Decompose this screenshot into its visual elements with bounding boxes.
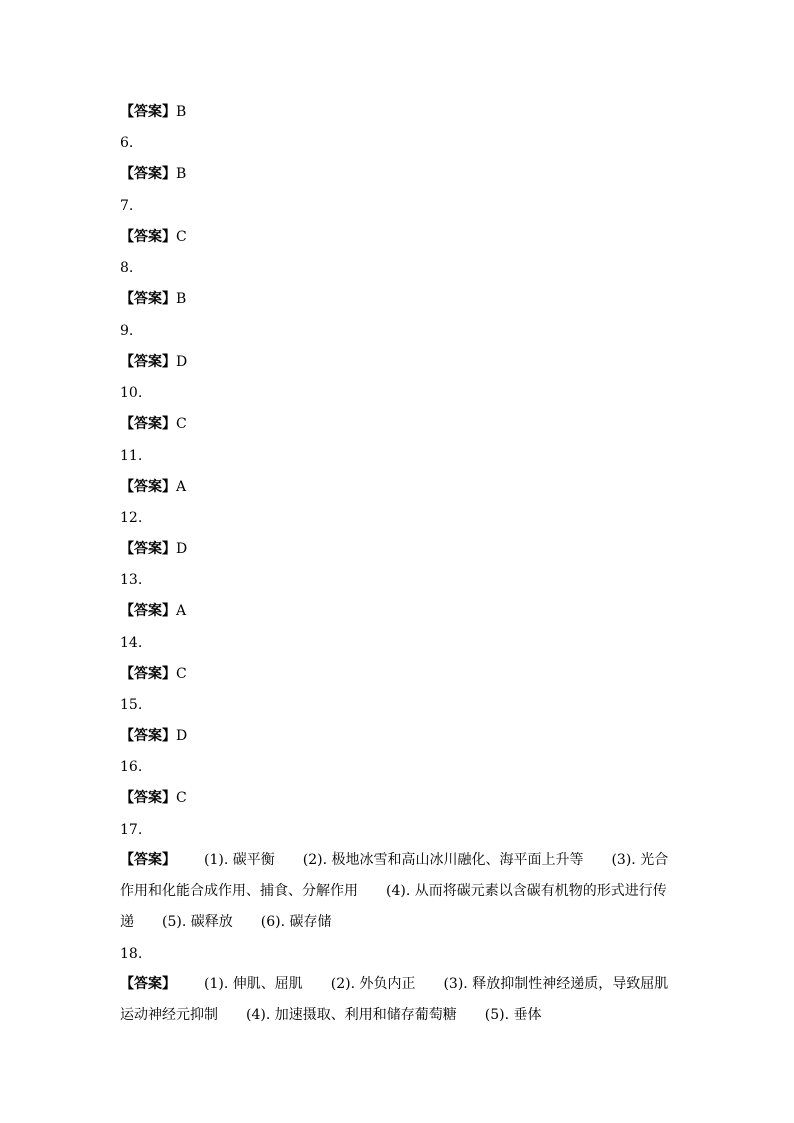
answer-part: (1). 碳平衡 <box>204 852 275 868</box>
question-number-7: 7. <box>120 198 134 214</box>
answer-value: B <box>176 104 187 120</box>
answer-part: (3). 释放抑制性神经递质，导致屈肌运动神经元抑制 <box>120 976 669 1023</box>
question-number-16: 16. <box>120 759 143 775</box>
answer-label: 【答案】 <box>120 976 176 992</box>
answer-label: 【答案】 <box>120 541 176 557</box>
answer-value: C <box>176 416 187 432</box>
answer-part: (5). 碳释放 <box>162 914 233 930</box>
answer-line-8 <box>120 289 186 309</box>
question-number-11: 11. <box>120 448 143 464</box>
answer-label: 【答案】 <box>120 728 176 744</box>
answer-label: 【答案】 <box>120 104 176 120</box>
question-number-18: 18. <box>120 946 143 962</box>
answer-line-14 <box>120 664 187 684</box>
answer-label: 【答案】 <box>120 416 176 432</box>
answer-part: (6). 碳存储 <box>260 914 332 930</box>
answer-line-12 <box>120 539 187 559</box>
answer-part: (3). 光合作用和化能合成作用、捕食、分解作用 <box>120 852 669 899</box>
answer-line-10 <box>120 414 187 434</box>
question-number-12: 12. <box>120 510 143 526</box>
question-number-13: 13. <box>120 572 143 588</box>
answer-part: (4). 加速摄取、利用和储存葡萄糖 <box>246 1007 457 1023</box>
answer-label: 【答案】 <box>120 852 176 868</box>
question-number-8: 8. <box>120 260 134 276</box>
answer-label: 【答案】 <box>120 666 176 682</box>
question-number-17: 17. <box>120 822 143 838</box>
answer-value: B <box>176 291 187 307</box>
question-number-15: 15. <box>120 697 143 713</box>
question-number-6: 6. <box>120 135 134 151</box>
answer-value: C <box>176 229 187 245</box>
answer-label: 【答案】 <box>120 229 176 245</box>
answer-line-9 <box>120 352 187 372</box>
question-number-14: 14. <box>120 635 143 651</box>
answer-label: 【答案】 <box>120 354 176 370</box>
answer-line-15 <box>120 726 187 746</box>
answer-part: (5). 垂体 <box>484 1007 542 1023</box>
answer-line-5 <box>120 102 186 122</box>
question-number-9: 9. <box>120 323 134 339</box>
answer-paragraph-18 <box>120 969 676 1031</box>
answer-line-11 <box>120 477 186 497</box>
answer-line-16 <box>120 788 187 808</box>
answer-line-13 <box>120 601 186 621</box>
answer-value: C <box>176 666 187 682</box>
answer-value: C <box>176 790 187 806</box>
answer-value: A <box>176 479 187 495</box>
answer-label: 【答案】 <box>120 603 176 619</box>
answer-value: A <box>176 603 187 619</box>
answer-part: (4). 从而将碳元素以含碳有机物的形式进行传递 <box>120 883 667 930</box>
answer-value: D <box>176 728 188 744</box>
answer-label: 【答案】 <box>120 291 176 307</box>
answer-label: 【答案】 <box>120 479 176 495</box>
answer-label: 【答案】 <box>120 790 176 806</box>
answer-paragraph-17 <box>120 845 676 938</box>
question-number-10: 10. <box>120 385 143 401</box>
answer-line-7 <box>120 227 187 247</box>
answer-value: D <box>176 354 188 370</box>
answer-line-6 <box>120 164 186 184</box>
answer-value: D <box>176 541 188 557</box>
answer-value: B <box>176 166 187 182</box>
answer-label: 【答案】 <box>120 166 176 182</box>
answer-part: (2). 外负内正 <box>330 976 416 992</box>
answer-part: (1). 伸肌、屈肌 <box>204 976 303 992</box>
answer-part: (2). 极地冰雪和高山冰川融化、海平面上升等 <box>302 852 584 868</box>
